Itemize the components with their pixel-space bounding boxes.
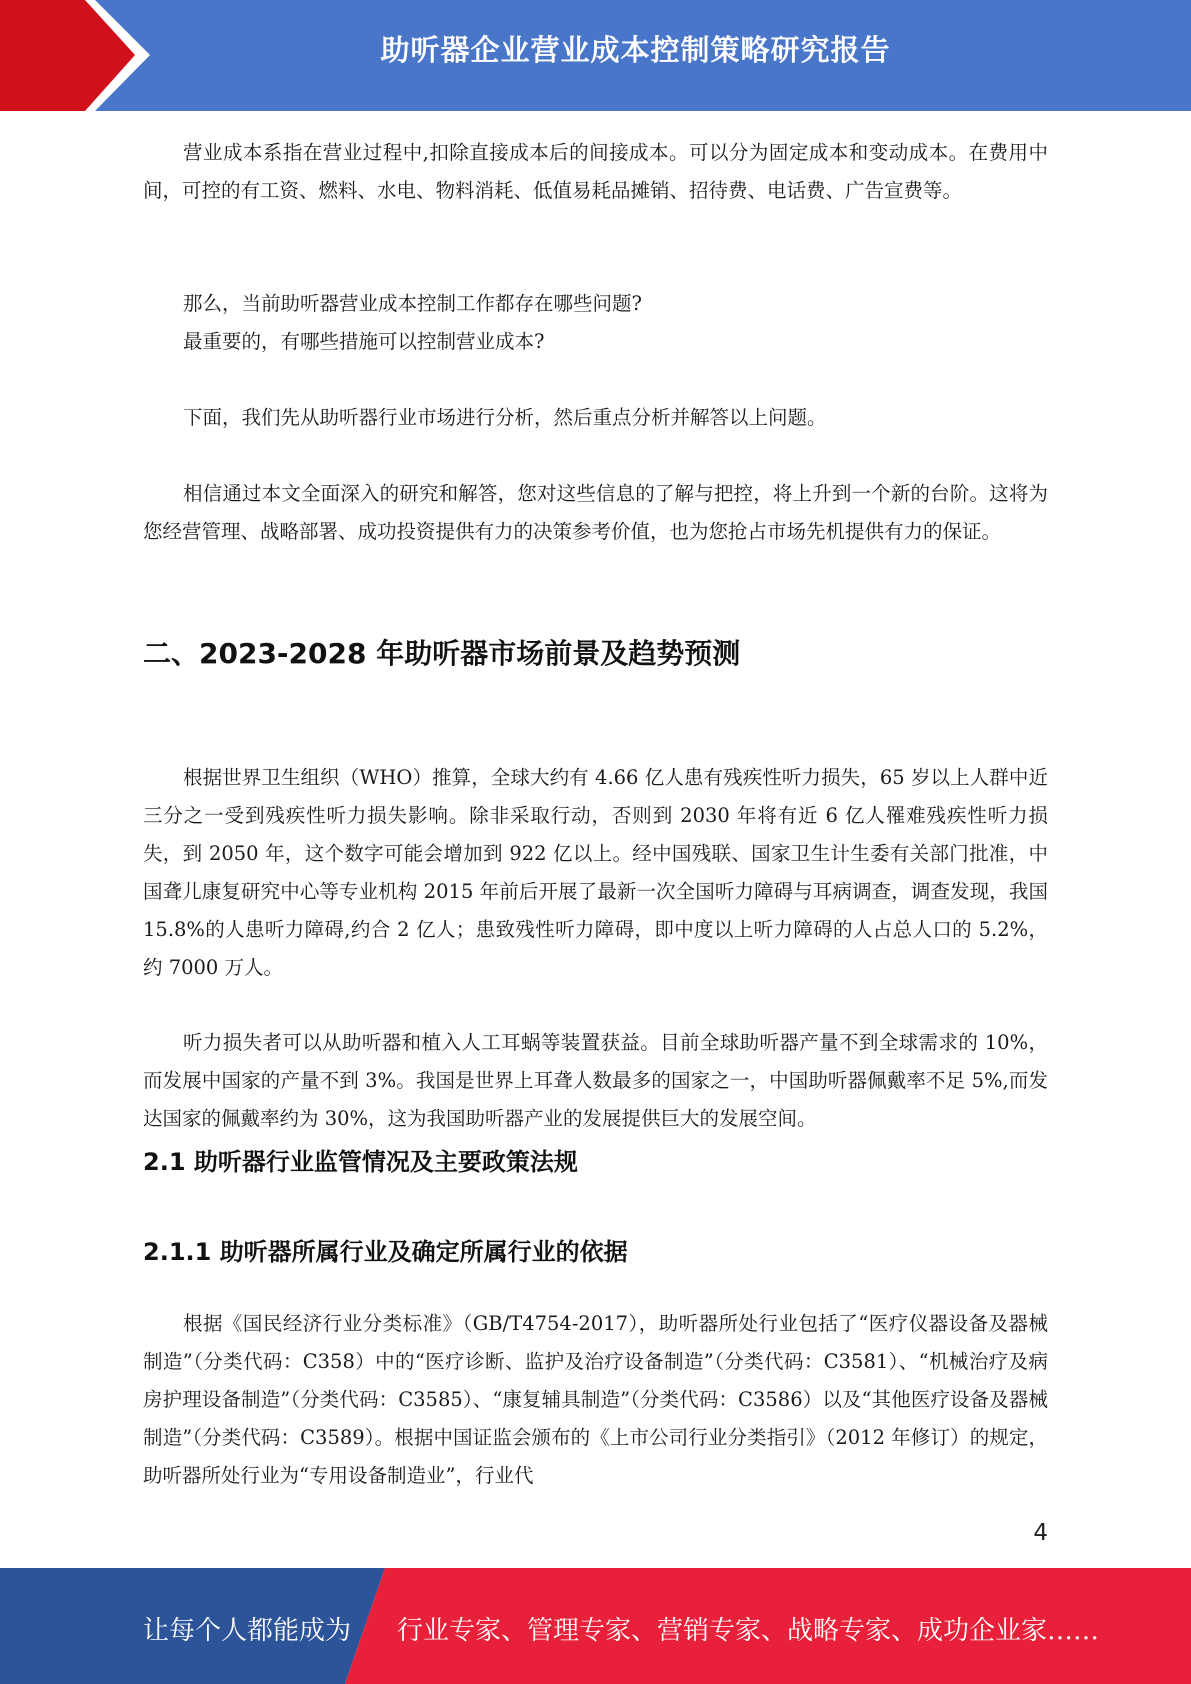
section-2-paragraph-2: 听力损失者可以从助听器和植入人工耳蜗等装置获益。目前全球助听器产量不到全球需求的 10%，而发展中国家的产量不到 3%。我国是世界上耳聋人数最多的国家之一，中国助听器佩戴率不足 5%,而发达国家的佩戴率约为 30%，这为我国助听器产业的发展提供巨大的发展空间。 — [143, 1031, 1048, 1130]
question-1: 那么，当前助听器营业成本控制工作都存在哪些问题? — [183, 292, 642, 315]
intro-paragraph-1: 营业成本系指在营业过程中,扣除直接成本后的间接成本。可以分为固定成本和变动成本。在费用中间，可控的有工资、燃料、水电、物料消耗、低值易耗品摊销、招待费、电话费、广告宣费等。 — [143, 141, 1048, 202]
intro-paragraph-2: 下面，我们先从助听器行业市场进行分析，然后重点分析并解答以上问题。 — [183, 406, 827, 429]
section-2-paragraph-3: 根据《国民经济行业分类标准》（GB/T4754-2017），助听器所处行业包括了“医疗仪器设备及器械制造”（分类代码：C358）中的“医疗诊断、监护及治疗设备制造”（分类代码：C3581）、“机械治疗及病房护理设备制造”（分类代码：C3585）、“康复辅具制造”（分类代码：C3586）以及“其他医疗设备及器械制造”（分类代码：C3589）。根据中国证监会颁布的《上市公司行业分类指引》（2012 年修订）的规定，助听器所处行业为“专用设备制造业”，行业代 — [143, 1312, 1048, 1487]
question-2: 最重要的，有哪些措施可以控制营业成本? — [183, 330, 545, 353]
footer-slogan-right: 行业专家、管理专家、营销专家、战略专家、成功企业家…… — [397, 1616, 1100, 1646]
page-header — [0, 0, 1191, 111]
page-footer — [0, 1568, 1191, 1684]
intro-paragraph-3: 相信通过本文全面深入的研究和解答，您对这些信息的了解与把控，将上升到一个新的台阶。这将为您经营管理、战略部署、成功投资提供有力的决策参考价值，也为您抢占市场先机提供有力的保证。 — [143, 482, 1048, 543]
section-2-paragraph-1: 根据世界卫生组织（WHO）推算，全球大约有 4.66 亿人患有残疾性听力损失，65 岁以上人群中近三分之一受到残疾性听力损失影响。除非采取行动，否则到 2030 年将有近 6 亿人罹难残疾性听力损失，到 2050 年，这个数字可能会增加到 922 亿以上。经中国残联、国家卫生计生委有关部门批准，中国聋儿康复研究中心等专业机构 2015 年前后开展了最新一次全国听力障碍与耳病调查，调查发现，我国 15.8%的人患听力障碍,约合 2 亿人；患致残性听力障碍，即中度以上听力障碍的人占总人口的 5.2%，约 7000 万人。 — [143, 766, 1048, 979]
section-2-heading: 二、2023-2028 年助听器市场前景及趋势预测 — [143, 637, 741, 670]
report-title: 助听器企业营业成本控制策略研究报告 — [380, 33, 891, 67]
intro-questions — [143, 285, 1048, 361]
footer-slogan-left: 让每个人都能成为 — [143, 1616, 352, 1646]
page-number: 4 — [1033, 1520, 1048, 1546]
subsection-2-1-1-heading: 2.1.1 助听器所属行业及确定所属行业的依据 — [143, 1238, 628, 1266]
subsection-2-1-heading: 2.1 助听器行业监管情况及主要政策法规 — [143, 1148, 578, 1176]
